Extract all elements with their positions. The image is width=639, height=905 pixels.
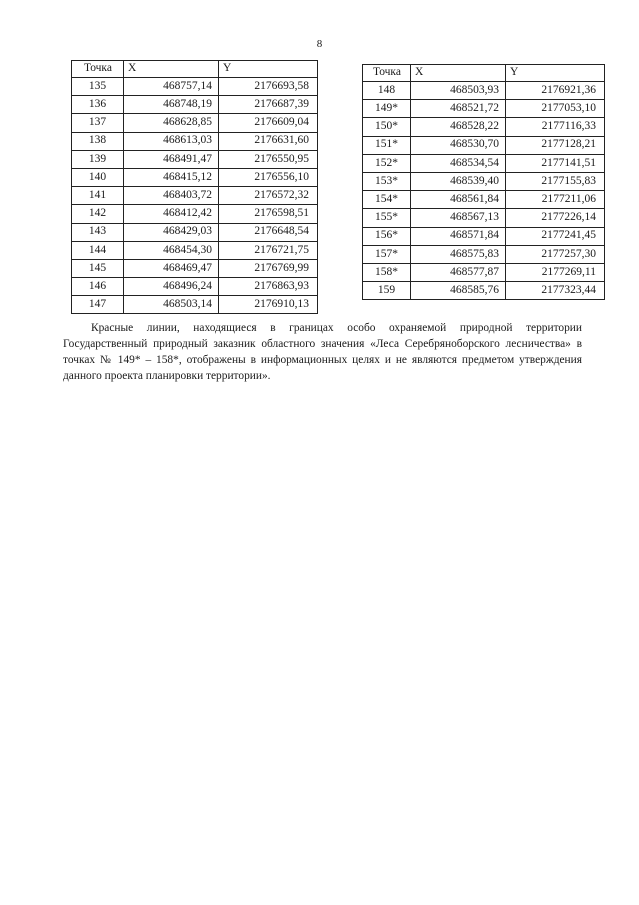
coordinates-table-right [362,64,605,300]
x-cell: 468403,72 [124,187,219,205]
point-cell: 148 [363,82,411,100]
point-cell: 157* [363,245,411,263]
point-cell: 135 [72,78,124,96]
y-cell: 2177211,06 [506,191,605,209]
point-cell: 146 [72,278,124,296]
point-cell: 158* [363,263,411,281]
header-point: Точка [363,65,411,82]
point-cell: 147 [72,296,124,314]
y-cell: 2177269,11 [506,263,605,281]
x-cell: 468539,40 [411,172,506,190]
table-row [72,96,318,114]
point-cell: 159 [363,282,411,300]
table-row [72,223,318,241]
header-y: Y [506,65,605,82]
table-row [363,191,605,209]
table-row [363,100,605,118]
table-row [363,282,605,300]
table-row [363,263,605,281]
table-header-row [72,61,318,78]
x-cell: 468503,14 [124,296,219,314]
table-row [72,168,318,186]
header-y: Y [219,61,318,78]
point-cell: 140 [72,168,124,186]
point-cell: 150* [363,118,411,136]
y-cell: 2176550,95 [219,150,318,168]
header-x: X [124,61,219,78]
x-cell: 468454,30 [124,241,219,259]
point-cell: 151* [363,136,411,154]
y-cell: 2177226,14 [506,209,605,227]
y-cell: 2176631,60 [219,132,318,150]
point-cell: 154* [363,191,411,209]
table-row [72,205,318,223]
point-cell: 142 [72,205,124,223]
table-row [363,172,605,190]
y-cell: 2177241,45 [506,227,605,245]
header-x: X [411,65,506,82]
table-row [72,150,318,168]
y-cell: 2176921,36 [506,82,605,100]
y-cell: 2177116,33 [506,118,605,136]
y-cell: 2176648,54 [219,223,318,241]
y-cell: 2176769,99 [219,259,318,277]
y-cell: 2176863,93 [219,278,318,296]
point-cell: 138 [72,132,124,150]
x-cell: 468496,24 [124,278,219,296]
table-row [72,296,318,314]
x-cell: 468748,19 [124,96,219,114]
table-row [363,118,605,136]
table-row [363,154,605,172]
table-row [363,245,605,263]
y-cell: 2177155,83 [506,172,605,190]
y-cell: 2176609,04 [219,114,318,132]
table-row [72,78,318,96]
table-row [363,209,605,227]
x-cell: 468577,87 [411,263,506,281]
table-header-row [363,65,605,82]
x-cell: 468528,22 [411,118,506,136]
coordinates-table-left [71,60,318,314]
table-row [363,136,605,154]
x-cell: 468469,47 [124,259,219,277]
note-paragraph: Красные линии, находящиеся в границах особо охраняемой природной территории Государственный природный заказник областного значения «Леса Серебряноборского лесничества» в точках № 149* – 158*, отображены в информационных целях и не являются предметом утверждения данного проекта планировки территории». [63,322,582,382]
y-cell: 2177128,21 [506,136,605,154]
x-cell: 468585,76 [411,282,506,300]
x-cell: 468521,72 [411,100,506,118]
table-row [72,259,318,277]
x-cell: 468429,03 [124,223,219,241]
y-cell: 2176721,75 [219,241,318,259]
x-cell: 468415,12 [124,168,219,186]
table-row [72,187,318,205]
table-row [72,278,318,296]
x-cell: 468567,13 [411,209,506,227]
y-cell: 2177053,10 [506,100,605,118]
x-cell: 468530,70 [411,136,506,154]
x-cell: 468491,47 [124,150,219,168]
header-point: Точка [72,61,124,78]
point-cell: 156* [363,227,411,245]
point-cell: 155* [363,209,411,227]
point-cell: 153* [363,172,411,190]
point-cell: 152* [363,154,411,172]
x-cell: 468628,85 [124,114,219,132]
y-cell: 2176687,39 [219,96,318,114]
point-cell: 136 [72,96,124,114]
x-cell: 468571,84 [411,227,506,245]
y-cell: 2176572,32 [219,187,318,205]
table-row [363,82,605,100]
point-cell: 149* [363,100,411,118]
x-cell: 468561,84 [411,191,506,209]
x-cell: 468412,42 [124,205,219,223]
table-row [72,114,318,132]
y-cell: 2176556,10 [219,168,318,186]
point-cell: 137 [72,114,124,132]
table-row [72,241,318,259]
page-number: 8 [316,38,323,50]
y-cell: 2177257,30 [506,245,605,263]
point-cell: 145 [72,259,124,277]
point-cell: 139 [72,150,124,168]
point-cell: 144 [72,241,124,259]
x-cell: 468534,54 [411,154,506,172]
table-row [72,132,318,150]
x-cell: 468503,93 [411,82,506,100]
table-row [363,227,605,245]
y-cell: 2177323,44 [506,282,605,300]
y-cell: 2177141,51 [506,154,605,172]
point-cell: 143 [72,223,124,241]
x-cell: 468613,03 [124,132,219,150]
y-cell: 2176693,58 [219,78,318,96]
x-cell: 468757,14 [124,78,219,96]
x-cell: 468575,83 [411,245,506,263]
y-cell: 2176598,51 [219,205,318,223]
y-cell: 2176910,13 [219,296,318,314]
point-cell: 141 [72,187,124,205]
